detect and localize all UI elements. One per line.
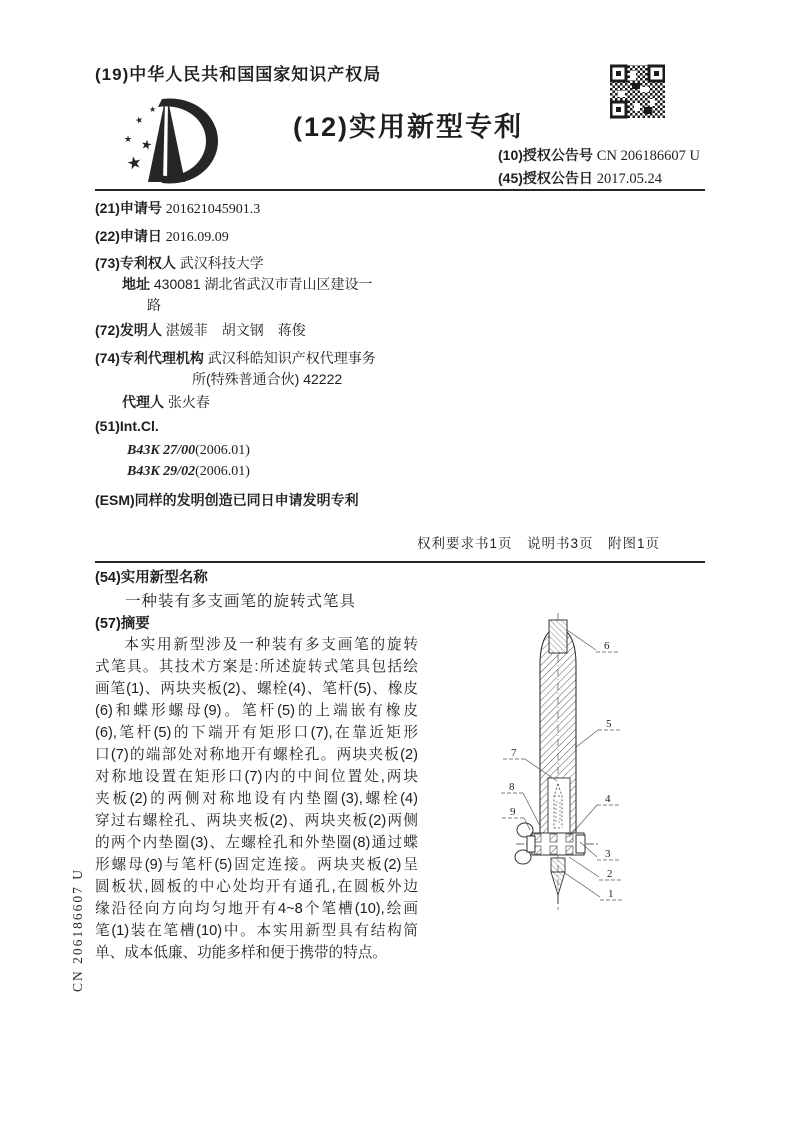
- abstract-line: 单、成本低廉、功能多样和便于携带的特点。: [95, 945, 387, 961]
- cnipa-logo-graphic: [112, 94, 230, 188]
- agency-label: (74)专利代理机构: [95, 350, 204, 366]
- int-cl-version: (2006.01): [195, 443, 250, 458]
- abstract-section-label: (57)摘要: [95, 616, 150, 632]
- star-icon: ★: [139, 136, 154, 153]
- int-cl-version: (2006.01): [195, 464, 250, 479]
- agency-row: [95, 348, 376, 368]
- abstract-line: 对称地设置在矩形口(7)内的中间位置处,两块: [95, 769, 418, 785]
- figure-callout-7: 7: [511, 747, 517, 759]
- publication-number-row: [498, 145, 700, 165]
- figure-eraser: [549, 620, 567, 653]
- figure-callout-1: 1: [608, 888, 614, 900]
- int-cl-class-row: [127, 464, 250, 480]
- abstract-line: 形螺母(9)与笔杆(5)固定连接。两块夹板(2)呈: [95, 857, 418, 873]
- figure-callout-8: 8: [509, 781, 515, 793]
- document-type-title: (12)实用新型专利: [293, 112, 524, 142]
- patent-figure-drawing: [470, 580, 650, 920]
- abstract-line: 笔(1)装在笔槽(10)中。本实用新型具有结构简: [95, 923, 418, 939]
- int-cl-row: [95, 418, 159, 434]
- figure-drawing-pen: [551, 858, 565, 904]
- application-number-row: [95, 198, 260, 218]
- agent-row: [122, 392, 210, 412]
- abstract-line: 画笔(1)、两块夹板(2)、螺栓(4)、笔杆(5)、橡皮: [95, 681, 418, 697]
- address-label: 地址: [122, 276, 150, 292]
- inventors-row: [95, 320, 306, 340]
- star-icon: ★: [149, 105, 157, 114]
- agent-value: 张火春: [167, 394, 210, 410]
- document-pages-info: 权利要求书1页 说明书3页 附图1页: [416, 536, 660, 551]
- abstract-line: 夹板(2)的两侧对称地设有内垫圈(3),螺栓(4): [95, 791, 418, 807]
- figure-callout-3: 3: [605, 848, 611, 860]
- abstract-line: 式笔具。其技术方案是:所述旋转式笔具包括绘: [95, 659, 418, 675]
- int-cl-code: B43K 29/02: [127, 464, 196, 479]
- abstract-line: 圆板状,圆板的中心处均开有通孔,在圆板外边: [95, 879, 418, 895]
- address-value: 430081 湖北省武汉市青山区建设一: [153, 276, 373, 292]
- int-cl-class-row: [127, 443, 250, 459]
- star-icon: ★: [133, 114, 145, 126]
- agency-row-continued: [192, 369, 342, 389]
- figure-rect-opening: [548, 778, 570, 833]
- abstract-line: 本实用新型涉及一种装有多支画笔的旋转: [124, 637, 418, 653]
- invention-title: 一种装有多支画笔的旋转式笔具: [125, 593, 357, 610]
- abstract-line: (6),笔杆(5)的下端开有矩形口(7),在靠近矩形: [95, 725, 418, 741]
- patentee-value: 武汉科技大学: [179, 255, 264, 271]
- address-value-continued: 路: [147, 297, 161, 313]
- application-date-label: (22)申请日: [95, 228, 162, 244]
- application-number-label: (21)申请号: [95, 200, 162, 216]
- int-cl-code: B43K 27/00: [127, 443, 196, 458]
- abstract-line: 的两个内垫圈(3)、左螺栓孔和外垫圈(8)通过蝶: [95, 835, 418, 851]
- agency-value-continued: 所(特殊普通合伙) 42222: [192, 371, 343, 387]
- cnipa-logo: [112, 94, 230, 193]
- figure-callout-2: 2: [607, 868, 613, 880]
- patent-figure: [470, 580, 650, 925]
- publication-date-label: (45)授权公告日: [498, 170, 593, 186]
- address-row: [122, 274, 373, 294]
- agent-label: 代理人: [122, 394, 164, 410]
- int-cl-label: (51)Int.Cl.: [95, 418, 159, 434]
- abstract-line: 缘沿径向方向均匀地开有4~8个笔槽(10),绘画: [95, 901, 418, 917]
- abstract-line: 穿过右螺栓孔、两块夹板(2)、两块夹板(2)两侧: [95, 813, 418, 829]
- figure-callout-5: 5: [606, 718, 612, 730]
- publication-date-row: [498, 168, 662, 188]
- qr-code-graphic: [610, 63, 665, 120]
- section-divider: [95, 561, 705, 563]
- publication-number-label: (10)授权公告号: [498, 147, 593, 163]
- application-number-value: 201621045901.3: [165, 202, 261, 217]
- patent-office-name: (19)中华人民共和国国家知识产权局: [95, 65, 382, 84]
- esm-note: (ESM)同样的发明创造已同日申请发明专利: [95, 492, 359, 508]
- title-section-label: (54)实用新型名称: [95, 570, 208, 586]
- figure-callout-6: 6: [604, 640, 610, 652]
- publication-number-value: CN 206186607 U: [596, 148, 700, 164]
- application-date-value: 2016.09.09: [165, 230, 229, 245]
- abstract-text: [95, 634, 418, 964]
- figure-callout-9: 9: [510, 806, 516, 818]
- inventors-value: 湛媛菲 胡文钢 蒋俊: [165, 322, 306, 338]
- star-icon: ★: [124, 152, 144, 174]
- patentee-label: (73)专利权人: [95, 255, 176, 271]
- header-divider: [95, 189, 705, 191]
- star-icon: ★: [124, 134, 133, 144]
- inventors-label: (72)发明人: [95, 322, 162, 338]
- application-date-row: [95, 226, 229, 246]
- abstract-line: 口(7)的端部处对称地开有螺栓孔。两块夹板(2): [95, 747, 418, 763]
- publication-date-value: 2017.05.24: [596, 171, 663, 187]
- address-row-continued: [147, 295, 161, 315]
- side-publication-code: CN 206186607 U: [70, 867, 85, 993]
- agency-value: 武汉科皓知识产权代理事务: [207, 350, 376, 366]
- patentee-row: [95, 253, 264, 273]
- figure-callout-4: 4: [605, 793, 611, 805]
- qr-code: [610, 63, 665, 125]
- abstract-line: (6)和蝶形螺母(9)。笔杆(5)的上端嵌有橡皮: [95, 703, 418, 719]
